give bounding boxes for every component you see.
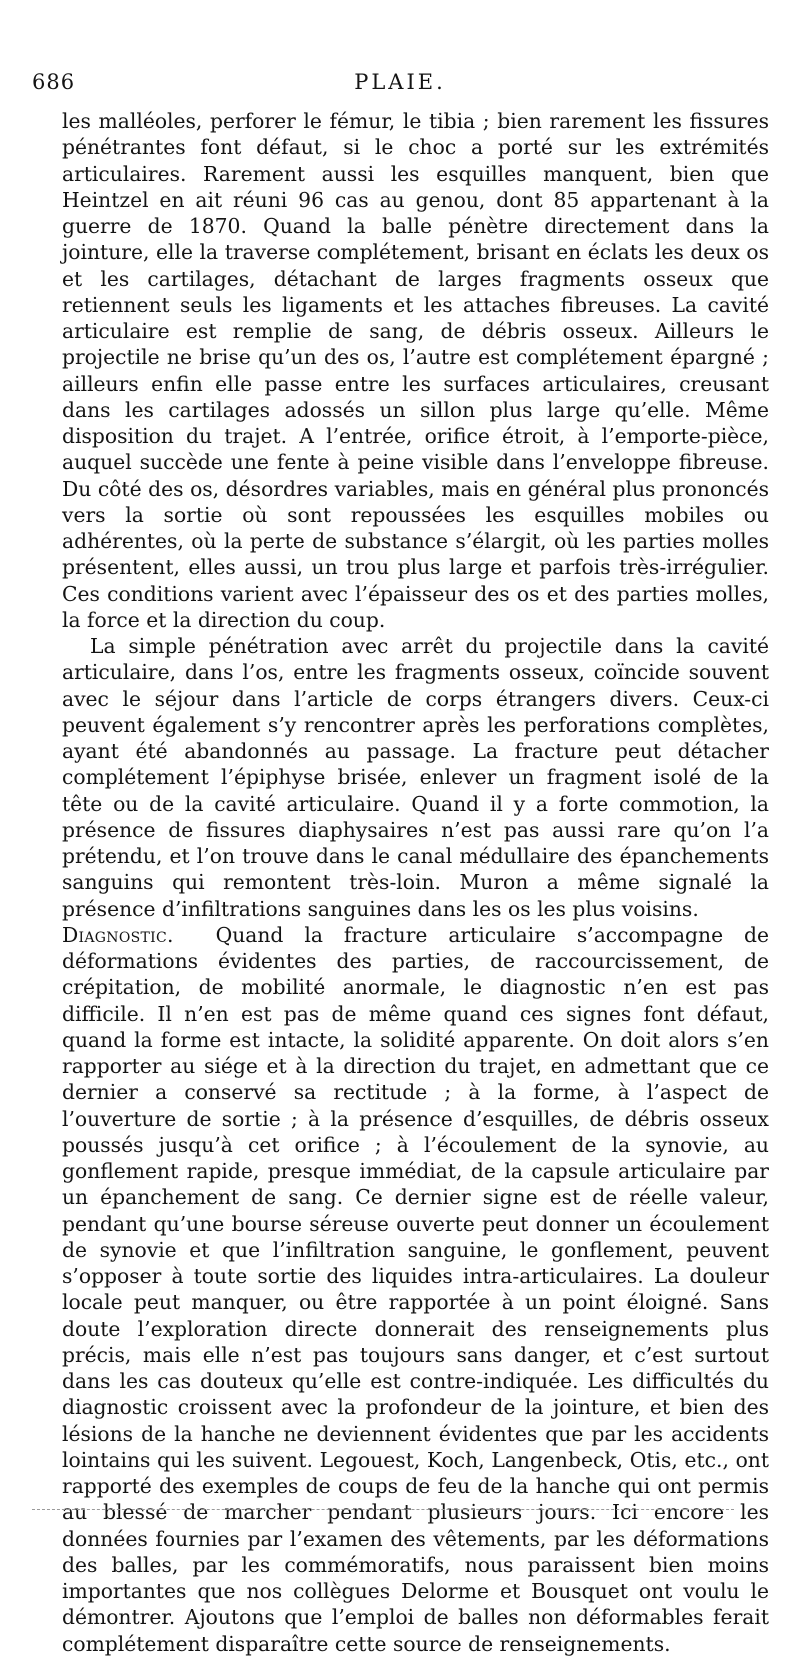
paragraph-joint-wounds: les malléoles, perforer le fémur, le tibia ; bien rarement les fissures pénétrantes font défaut, si le choc a porté sur les extrémités articulaires. Rarement aussi les esquilles manquent, bien que Heintzel en ait réuni 96 cas au genou, dont 85 appartenant à la guerre de 1870. Quand la balle pénètre directement dans la jointure, elle la traverse complétement, brisant en éclats les deux os et les cartilages, détachant de larges fragments osseux que retiennent seuls les ligaments et les attaches fibreuses. La cavité articulaire est remplie de sang, de débris osseux. Ailleurs le projectile ne brise qu’un des os, l’autre est complétement épargné ; ailleurs enfin elle passe entre les surfaces articulaires, creusant dans les cartilages adossés un sillon plus large qu’elle. Même disposition du trajet. A l’entrée, orifice étroit, à l’emporte-pièce, auquel succède une fente à peine visible dans l’enveloppe fibreuse. Du côté des os, désordres variables, mais en général plus prononcés vers la sortie où sont repoussées les esquilles mobiles ou adhérentes, où la perte de substance s’élargit, où les parties molles présentent, elles aussi, un trou plus large et parfois très-irrégulier. Ces conditions varient avec l’épaisseur des os et des parties molles, la force et la direction du coup.	[62, 109, 769, 632]
paragraph-foreign-bodies: La simple pénétration avec arrêt du projectile dans la cavité articulaire, dans l’os, entre les fragments osseux, coïncide souvent avec le séjour dans l’article de corps étrangers divers. Ceux-ci peuvent également s’y rencontrer après les perforations complètes, ayant été abandonnés au passage. La fracture peut détacher complétement l’épiphyse brisée, enlever un fragment isolé de la tête ou de la cavité articulaire. Quand il y a forte commotion, la présence de fissures diaphysaires n’est pas aussi rare qu’on l’a prétendu, et l’on trouve dans le canal médullaire des épanchements sanguins qui remontent très-loin. Muron a même signalé la présence d’infiltrations sanguines dans les os les plus voisins.	[62, 634, 769, 921]
paragraph-diagnostic	[62, 922, 769, 1657]
running-title: PLAIE.	[354, 70, 446, 94]
page-header	[30, 70, 770, 104]
diagnostic-heading: Diagnostic.	[62, 922, 174, 947]
body-text	[62, 108, 769, 1657]
footer-dashed-rule	[32, 1509, 734, 1510]
diagnostic-text: Quand la fracture articulaire s’accompagne de déformations évidentes des parties, de raccourcissement, de crépitation, de mobilité anormale, le diagnostic n’en est pas difficile. Il n’en est pas de même quand ces signes font défaut, quand la forme est intacte, la solidité apparente. On doit alors s’en rapporter au siége et à la direction du trajet, en admettant que ce dernier a conservé sa rectitude ; à la forme, à l’aspect de l’ouverture de sortie ; à la présence d’esquilles, de débris osseux poussés jusqu’à cet orifice ; à l’écoulement de la synovie, au gonflement rapide, presque immédiat, de la capsule articulaire par un épanchement de sang. Ce dernier signe est de réelle valeur, pendant qu’une bourse séreuse ouverte peut donner un écoulement de synovie et que l’infiltration sanguine, le gonflement, peuvent s’opposer à toute sortie des liquides intra-articulaires. La douleur locale peut manquer, ou être rapportée à un point éloigné. Sans doute l’exploration directe donnerait des renseignements plus précis, mais elle n’est pas toujours sans danger, et c’est surtout dans les cas douteux qu’elle est contre-indiquée. Les difficultés du diagnostic croissent avec la profondeur de la jointure, et bien des lésions de la hanche ne deviennent évidentes que par les accidents lointains qui les suivent. Legouest, Koch, Langenbeck, Otis, etc., ont rapporté des exemples de coups de feu de la hanche qui ont permis au blessé de marcher pendant plusieurs jours. Ici encore les données fournies par l’examen des vêtements, par les déformations des balles, par les commémoratifs, nous paraissent bien moins importantes que nos collègues Delorme et Bousquet ont voulu le démontrer. Ajoutons que l’emploi de balles non déformables ferait complétement disparaître cette source de renseignements.	[62, 922, 769, 1656]
page-number: 686	[32, 70, 76, 94]
